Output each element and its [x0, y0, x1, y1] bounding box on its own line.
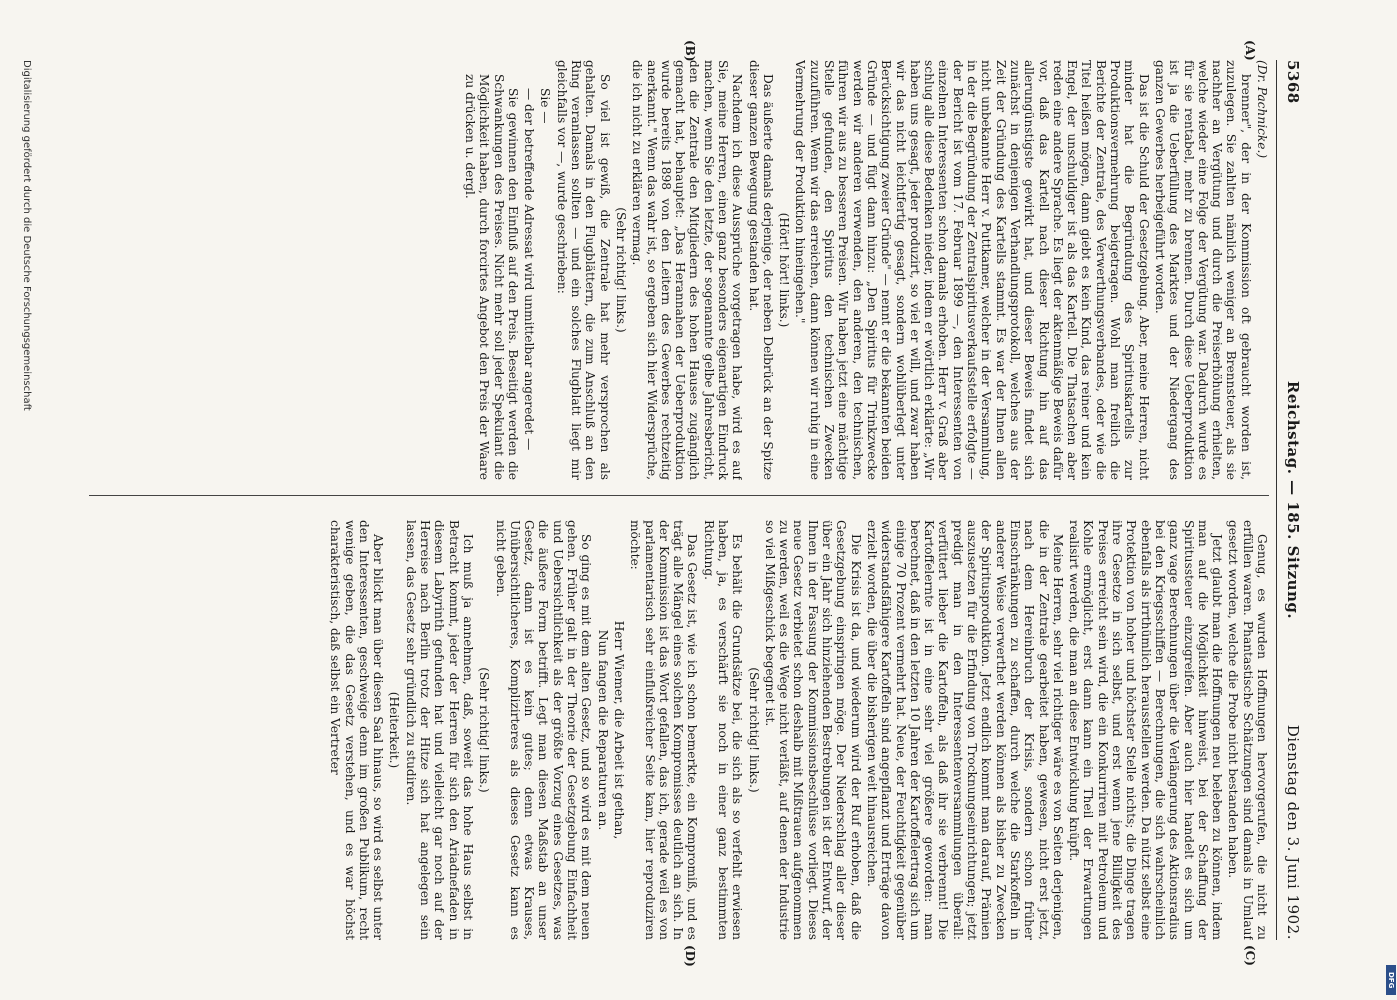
paragraph: Jetzt glaubt man die Hoffnungen neu beleben zu können, indem man auf die Möglichkeit hinweist, bei der Schaffung der Spiritussteuer einzugreifen. Aber auch hier handelt es sich um ganz vage Berechnungen über die Verlängerung des Aktionsradius bei den Kriegsschiffen — Berechnungen, die sich wahrscheinlich ebenfalls als irrthümlich herausstellen werden. Da nützt selbst eine Protektion von hoher und höchster Stelle nichts; die Dinge tragen ihre Gesetze in sich selbst, und erst wenn jene Billigkeit des Preises erreicht sein wird, die ein Konkurriren mit Petroleum und Kohle ermöglicht, erst dann kann ein Theil der Erwartungen realisirt werden, die man an diese Entwicklung knüpft. — [1067, 520, 1225, 940]
paragraph: Ich muß ja annehmen, daß, soweit das hohe Haus selbst in Betracht kommt, jeder der Herren für sich den Ariadnefaden in diesem Labyrinth gefunden hat und vielleicht gar noch auf der Herreise nach Berlin trotz der Hitze sich hat angelegen sein lassen, das Gesetz sehr gründlich zu studiren. — [403, 520, 475, 940]
running-header — [1280, 60, 1302, 940]
paragraph: Die Krisis ist da, und wiederum wird der Ruf erhoben, daß die Gesetzgebung einspringen möge. Der Niederschlag aller dieser über ein Jahr sich hinziehenden Bestrebungen ist der Entwurf, der Ihnen in der Fassung der Kommissionsbeschlüsse vorliegt. Dieses neue Gesetz verbietet schon deshalb mit Mißtrauen aufgenommen zu werden, weil es die Wege nicht verläßt, auf denen der Industrie so viel Mißgeschick begegnet ist. — [762, 520, 863, 940]
header-rule — [1276, 60, 1277, 940]
session-date: Dienstag den 3. Juni 1902. — [1284, 724, 1302, 940]
paragraph: Das äußerte damals derjenige, der neben Delbrück an der Spitze dieser ganzen Bewegung gestanden hat. — [746, 60, 775, 480]
interjection: (Sehr richtig! links.) — [613, 207, 628, 333]
interjection: (Heiterkeit.) — [387, 691, 402, 769]
paragraph: Das Gesetz ist, wie ich schon bemerkte, ein Kompromiß, und es trägt alle Mängel eines solchen Kompromisses deutlich an sich. In der Kommission ist das Wort gefallen, das ich, gerade weil es von parlamentarisch sehr einflußreicher Seite kam, hier reproduziren möchte: — [628, 520, 700, 940]
paragraph: So viel ist gewiß, die Zentrale hat mehr versprochen als gehalten. Damals in den Flugblättern, die zum Anschluß an den Ring veranlassen sollten — und ein solches Flugblatt liegt mir gleichfalls vor —, wurde geschrieben: — [554, 60, 612, 480]
interjection: (Sehr richtig! links.) — [746, 667, 761, 793]
paragraph: Sie gewinnen den Einfluß auf den Preis. Beseitigt werden die Schwankungen des Preises. Nicht mehr soll jeder Spekulant die Möglichkeit haben, durch forcirtes Angebot den Preis der Waare zu drücken u. dergl. — [462, 74, 520, 480]
digitization-credit: Digitalisierung gefördert durch die Deutsche Forschungsgemeinschaft — [21, 60, 32, 411]
paragraph: Sie — — [538, 88, 553, 124]
paragraph: Nachdem ich diese Aussprüche vorgetragen habe, wird es auf Sie, meine Herren, einen ganz besonders eigenartigen Eindruck machen, wenn Sie den letzte, der sogenannte gelbe Jahresbericht, den die Zentrale den Mitgliedern des hohen Hauses zugänglich gemacht hat, behauptet: „Das Herannahen der Ueberproduktion wurde bereits 1898 von den Leitern des Gewerbes rechtzeitig anerkannt." Wenn das wahr ist, so ergeben sich hier Widersprüche, die ich nicht zu erklären vermag. — [630, 60, 745, 480]
page-number: 5368 — [1284, 60, 1302, 104]
margin-letter-b: (B) — [683, 40, 697, 62]
session-title: Reichstag. — 185. Sitzung. — [1284, 380, 1302, 620]
paragraph: So ging es mit dem alten Gesetz, und so wird es mit dem neuen gehen. Früher galt in der Theorie der Gesetzgebung Einfachheit und Uebersichtlichkeit als der größte Vorzug eines Gesetzes, was die äußere Form betrifft. Legt man diesen Maßstab an unser Gesetz, dann ist es kein gutes; denn etwas Krauses, Unübersichtlicheres, Komplizirteres als dieses Gesetz kann es nicht geben. — [493, 520, 594, 940]
interjection: (Sehr richtig! links.) — [477, 667, 492, 793]
paragraph: Aber blickt man über diesen Saal hinaus, so wird es selbst unter den Interessenten, geschweige denn im großen Publikum, recht wenige geben, die das Gesetz verstehen, und es war höchst charakteristisch, daß selbst ein Vertreter — [328, 520, 386, 940]
dfg-logo-icon: DFG — [1386, 965, 1396, 995]
paragraph: Das ist die Schuld der Gesetzgebung. Aber, meine Herren, nicht minder hat die Begründung des Spirituskartells zur Produktionsvermehrung beigetragen. Wohl man freilich die Berichte der Zentrale, des Verwerthungsverbandes, oder wie die Titel heißen mögen, dann giebt es kein Kind, das reiner und kein Engel, der unschuldiger ist als das Kartell. Die Thatsachen aber reden eine andere Sprache. Es liegt der aktenmäßige Beweis dafür vor, daß das Kartell nach dieser Richtung hin auf das allerungünstigste gewirkt hat, und dieser Beweis findet sich zunächst in denjenigen Verhandlungsprotokoll, welches aus der Zeit der Gründung des Kartells stammt. Es war der Ihnen allen nicht unbekannte Herr v. Puttkamer, welcher in der Versammlung, in der die Begründung der Zentralspiritusverkaufsstelle erfolgte — der Bericht ist vom 17. Februar 1899 —, den Interessenten von einzelnen Interessenten schon damals erhoben. Herr v. Graß aber schlug alle diese Bedenken nieder, indem er wörtlich erklärte: „Wir haben uns gesagt, jeder produzirt, so viel er will, und zwar haben wir das nicht leichtfertig gesagt, sondern wohlüberlegt unter Berücksichtigung zweier Gründe" — nennt er die bekannten beiden Gründe — und fügt dann hinzu: „Den Spiritus für Trinkzwecke werden wir anderen verwenden, den anderen, den technischen, führen wir aus zu besseren Preisen. Wir haben jetzt eine mächtige Stelle gefunden, den Spiritus den technischen Zwecken zuzuführen. Wenn wir das erreichen, dann können wir ruhig in eine Vermehrung der Produktion hineingehen." — [793, 60, 1151, 480]
left-column — [89, 60, 1269, 480]
margin-letter-a: (A) — [1243, 40, 1257, 61]
interjection: Nun fangen die Reparaturen an. — [595, 629, 610, 831]
paragraph: Meine Herren, sehr viel richtiger wäre es von Seiten derjenigen, die in der Zentrale gearbeitet haben, gewesen, nicht erst jetzt, nach dem Hereinbruch der Krisis, sondern schon früher Einschränkungen zu schaffen, durch welche die Starkoffeln in anderer Weise verwerthet werden können als bisher zu Zwecken der Spiritusproduktion. Jetzt endlich kommt man darauf, Prämien auszusetzen für die Erfindung von Trocknungseinrichtungen; jetzt predigt man in den Interessentenversammlungen überall: verfüttert lieber die Kartoffeln, als daß ihr sie verbrennt! Die Kartoffelernte ist in eine sehr viel größere geworden: man berechnet, daß in den letzten 10 Jahren der Kartoffelertrag sich um einige 70 Prozent vermehrt hat. Neue, der Feuchtigkeit gegenüber widerstandsfähigere Kartoffeln sind angepflanzt und Erträge davon erzielt worden, die über die bisherigen weit hinausreichen. — [864, 520, 1065, 940]
speaker-name: (Dr. Pachnicke.) — [1255, 60, 1269, 159]
paragraph: brenner", der in der Kommission oft gebraucht worden ist, zuzulegen. Sie zahlten nämlich weniger an Brennsteuer, als sie nachher an Vergütung und durch die Preiserhöhung erhielten, welche wieder eine Folge der Vergütung war. Dadurch wurde es für sie rentabel, mehr zu brennen. Durch diese Ueberproduktion ist ja die Ueberfüllung des Marktes und der Niedergang des ganzen Gewerbes herbeigeführt worden. — [1152, 60, 1253, 480]
margin-letter-d: (D) — [683, 945, 697, 967]
column-separator — [89, 495, 1269, 496]
paragraph: Es behält die Grundsätze bei, die sich als so verfehlt erwiesen haben, ja, es verschärft sie noch in einer ganz bestimmten Richtung. — [701, 520, 745, 940]
right-column — [89, 520, 1269, 940]
margin-letter-c: (C) — [1243, 945, 1257, 966]
paragraph: — der betreffende Adressat wird unmittelbar angeredet — — [522, 88, 537, 451]
paragraph: Genug, es wurden Hoffnungen hervorgerufen, die nicht zu erfüllen waren. Phantastische Schätzungen sind damals in Umlauf gesetzt worden, welche die Probe nicht bestanden haben. — [1226, 520, 1269, 940]
interjection: (Hört! hört! links.) — [777, 212, 792, 328]
interjection: Herr Wiemer, die Arbeit ist gethan, — [611, 620, 626, 840]
